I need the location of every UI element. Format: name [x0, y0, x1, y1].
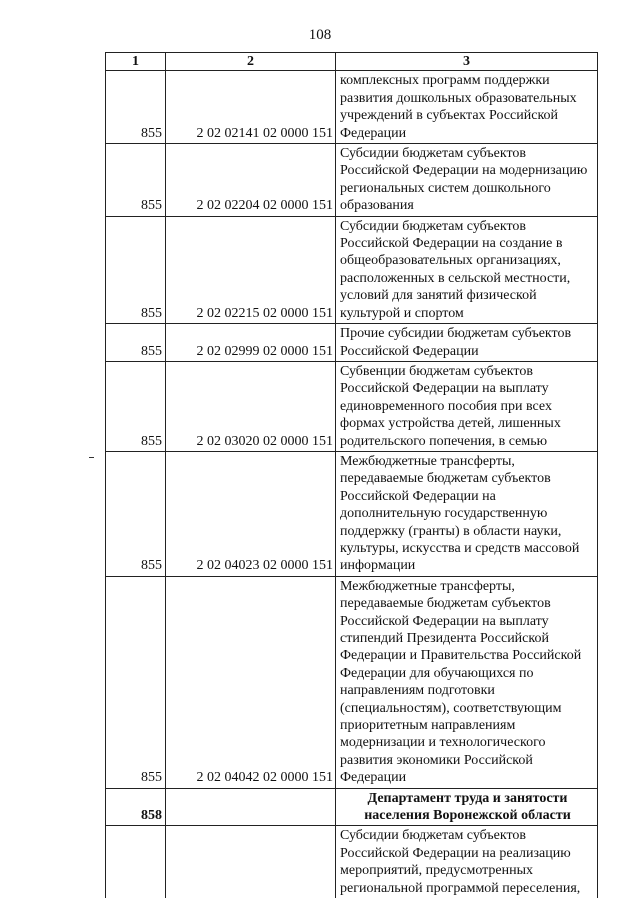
revenue-name-cell: Субсидии бюджетам субъектов Российской Федерации на модернизацию региональных систем дошкольного образования	[336, 144, 598, 217]
revenue-name-cell: Межбюджетные трансферты, передаваемые бюджетам субъектов Российской Федерации на дополнительную государственную поддержку (гранты) в области науки, культуры, искусства и средств массовой информации	[336, 451, 598, 576]
admin-code-cell: 855	[106, 361, 166, 451]
table-row	[106, 324, 598, 362]
revenue-name-cell: Субвенции бюджетам субъектов Российской Федерации на выплату единовременного пособия при всех формах устройства детей, лишенных родительского попечения, в семью	[336, 361, 598, 451]
revenue-code-cell: 2 02 04042 02 0000 151	[166, 576, 336, 788]
revenue-name-cell: Межбюджетные трансферты, передаваемые бюджетам субъектов Российской Федерации на выплату стипендий Президента Российской Федерации и Правительства Российской Федерации для обучающихся по направлениям подготовки (специальностям), соответствующим приоритетным направлениям модернизации и технологического развития экономики Российской Федерации	[336, 576, 598, 788]
revenue-code-cell: 2 02 02215 02 0000 151	[166, 216, 336, 323]
revenue-name-cell: Субсидии бюджетам субъектов Российской Федерации на реализацию мероприятий, предусмотренных региональной программой переселения,	[336, 826, 598, 898]
admin-code-cell	[106, 826, 166, 898]
table-row	[106, 451, 598, 576]
table-row	[106, 216, 598, 323]
revenue-name-cell: Прочие субсидии бюджетам субъектов Российской Федерации	[336, 324, 598, 362]
revenue-code-cell: 2 02 04023 02 0000 151	[166, 451, 336, 576]
admin-code-cell: 855	[106, 576, 166, 788]
budget-revenue-table	[105, 52, 598, 898]
page-number: 108	[308, 27, 332, 43]
admin-code-cell: 855	[106, 216, 166, 323]
revenue-code-cell: 2 02 02999 02 0000 151	[166, 324, 336, 362]
table-row	[106, 361, 598, 451]
admin-code-cell: 855	[106, 451, 166, 576]
department-row	[106, 788, 598, 826]
table-row	[106, 71, 598, 144]
revenue-code-cell	[166, 788, 336, 826]
table-row	[106, 576, 598, 788]
revenue-name-cell: комплексных программ поддержки развития дошкольных образовательных учреждений в субъектах Российской Федерации	[336, 71, 598, 144]
department-name-cell: Департамент труда и занятости населения Воронежской области	[336, 788, 598, 826]
revenue-name-cell: Субсидии бюджетам субъектов Российской Федерации на создание в общеобразовательных организациях, расположенных в сельской местности, условий для занятий физической культурой и спортом	[336, 216, 598, 323]
admin-code-cell: 855	[106, 324, 166, 362]
revenue-code-cell: 2 02 03020 02 0000 151	[166, 361, 336, 451]
column-header-1: 1	[106, 53, 166, 71]
admin-code-cell: 855	[106, 71, 166, 144]
revenue-code-cell: 2 02 02204 02 0000 151	[166, 144, 336, 217]
column-header-2: 2	[166, 53, 336, 71]
admin-code-cell: 858	[106, 788, 166, 826]
revenue-code-cell: 2 02 02141 02 0000 151	[166, 71, 336, 144]
table-header-row	[106, 53, 598, 71]
stray-mark	[89, 457, 94, 458]
table-row	[106, 826, 598, 898]
column-header-3: 3	[336, 53, 598, 71]
revenue-code-cell	[166, 826, 336, 898]
table-row	[106, 144, 598, 217]
admin-code-cell: 855	[106, 144, 166, 217]
